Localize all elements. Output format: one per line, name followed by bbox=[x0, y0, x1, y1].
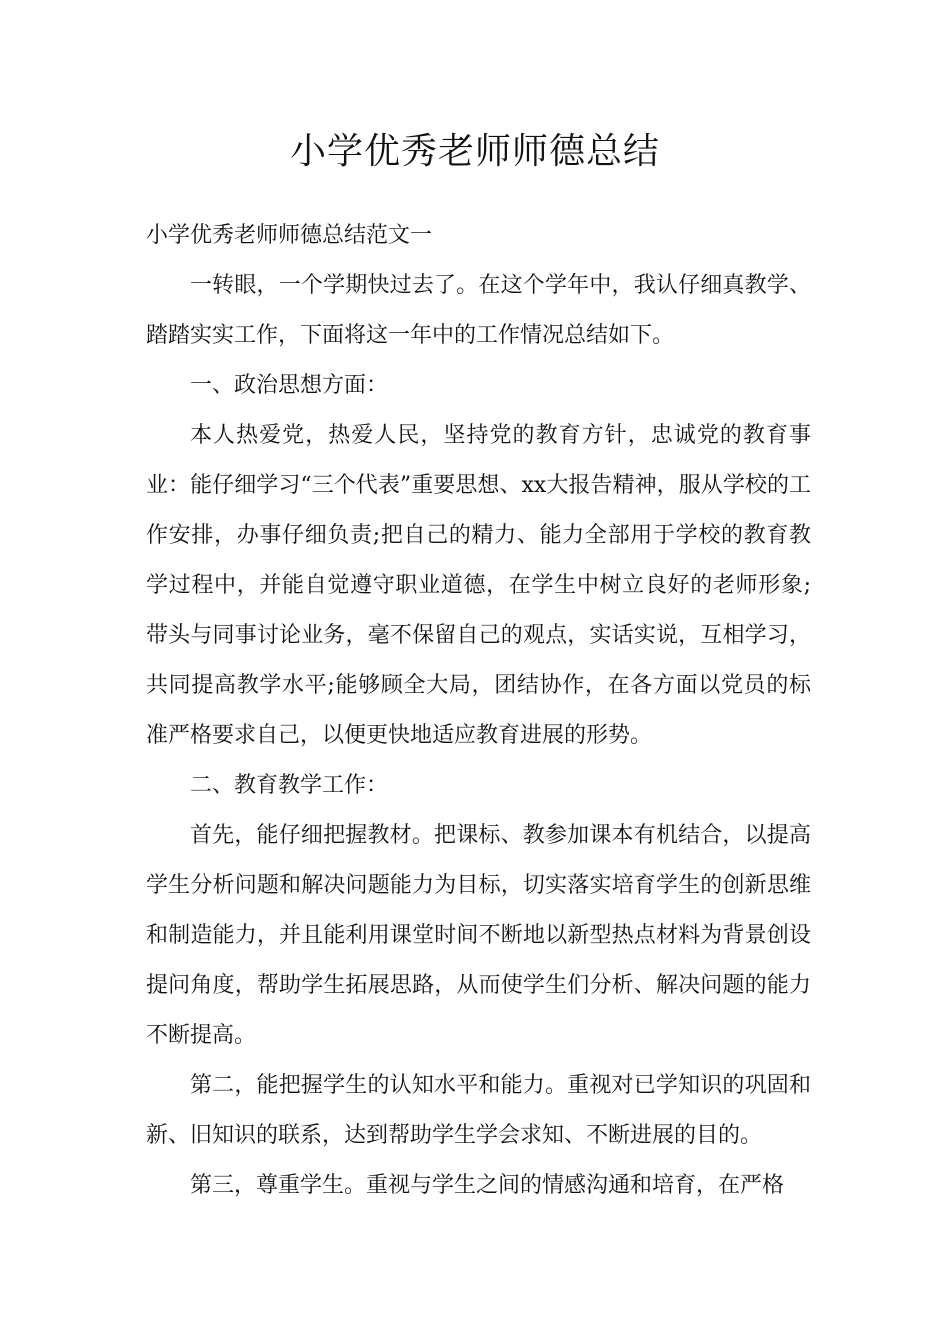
section-heading-politics: 一、政治思想方面： bbox=[190, 373, 389, 398]
document-title: 小学优秀老师师德总结 bbox=[289, 131, 660, 172]
paragraph-teaching-first: 首先，能仔细把握教材。把课标、教参加课本有机结合，以提高学生分析问题和解决问题能力为目标，切实落实培育学生的创新思维和制造能力，并且能利用课堂时间不断地以新型热点材料为背景创设提问角度，帮助学生拓展思路，从而使学生们分析、解决问题的能力不断提高。 bbox=[146, 823, 811, 1048]
paragraph-teaching-second: 第二，能把握学生的认知水平和能力。重视对已学知识的巩固和新、旧知识的联系，达到帮助学生学会求知、不断进展的目的。 bbox=[146, 1073, 811, 1148]
paragraph-intro: 一转眼，一个学期快过去了。在这个学年中，我认仔细真教学、踏踏实实工作，下面将这一年中的工作情况总结如下。 bbox=[146, 273, 811, 348]
section-heading-teaching: 二、教育教学工作： bbox=[190, 773, 389, 798]
paragraph-politics: 本人热爱党，热爱人民，坚持党的教育方针，忠诚党的教育事业：能仔细学习“三个代表”重要思想、xx大报告精神，服从学校的工作安排，办事仔细负责;把自己的精力、能力全部用于学校的教育教学过程中，并能自觉遵守职业道德，在学生中树立良好的老师形象;带头与同事讨论业务，毫不保留自己的观点，实话实说，互相学习，共同提高教学水平;能够顾全大局，团结协作，在各方面以党员的标准严格要求自己，以便更快地适应教育进展的形势。 bbox=[146, 423, 811, 748]
document-body bbox=[146, 207, 811, 1211]
paragraph-teaching-third: 第三，尊重学生。重视与学生之间的情感沟通和培育，在严格 bbox=[190, 1173, 785, 1198]
document-subtitle: 小学优秀老师师德总结范文一 bbox=[146, 223, 433, 248]
